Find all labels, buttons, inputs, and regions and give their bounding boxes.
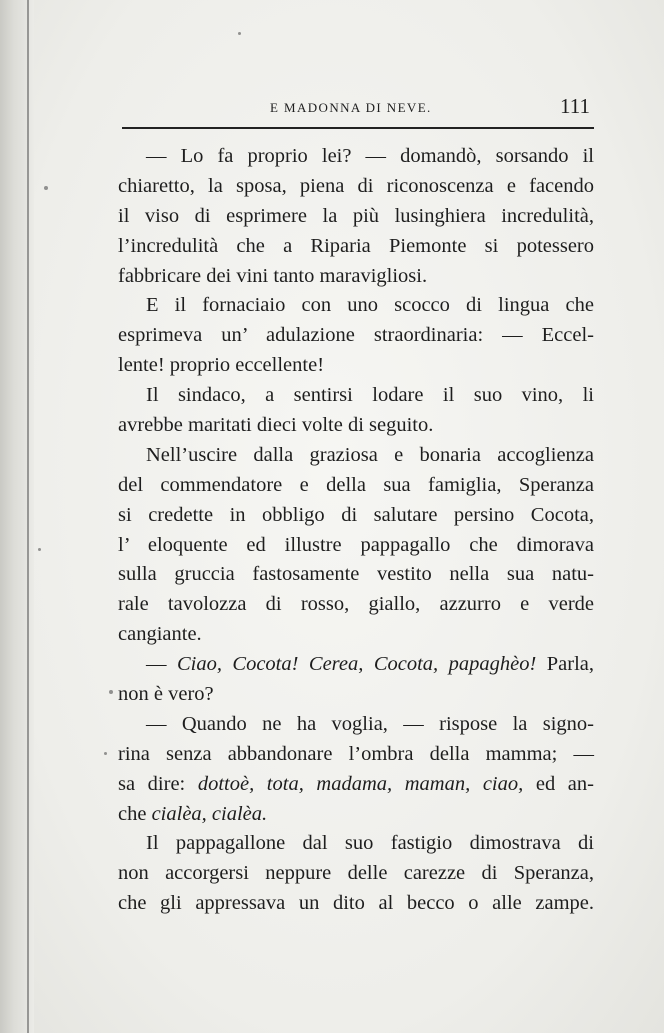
page-header xyxy=(120,94,596,120)
header-rule xyxy=(122,127,594,129)
text-line: che gli appressava un dito al becco o alle zampe. xyxy=(118,892,594,915)
gutter-edge-line xyxy=(27,0,29,1033)
text-line: non è vero? xyxy=(118,683,214,706)
page-number: 111 xyxy=(560,94,590,118)
italic-run: Ciao, Cocota! xyxy=(176,653,299,676)
text-line: il viso di esprimere la più lusinghiera incredulità, xyxy=(118,204,594,227)
text-line: rale tavolozza di rosso, giallo, azzurro e verde xyxy=(118,593,594,616)
paper-speck xyxy=(44,186,48,190)
text-line: — Quando ne ha voglia, — rispose la signo- xyxy=(146,712,594,735)
paper-speck xyxy=(238,32,241,35)
text-line: l’ eloquente ed illustre pappagallo che dimorava xyxy=(118,533,594,556)
text-line: rina senza abbandonare l’ombra della mamma; — xyxy=(118,742,594,765)
text-line-italic: sa dire: dottoè, tota, madama, maman, ciao, ed an- xyxy=(118,772,594,795)
text-line: si credette in obbligo di salutare persino Cocota, xyxy=(118,503,594,526)
text-line: Il pappagallone dal suo fastigio dimostrava di xyxy=(146,832,594,855)
text-line: non accorgersi neppure delle carezze di Speranza, xyxy=(118,862,594,885)
text-line: lente! proprio eccellente! xyxy=(118,354,325,377)
text-line: fabbricare dei vini tanto maravigliosi. xyxy=(118,264,428,287)
italic-run: cialèa, cialèa. xyxy=(151,802,268,825)
text-line: esprimeva un’ adulazione straordinaria: — Eccel- xyxy=(118,324,594,347)
text-line: — Lo fa proprio lei? — domandò, sorsando il xyxy=(146,145,594,167)
text-line: del commendatore e della sua famiglia, Speranza xyxy=(118,473,594,496)
paper-speck xyxy=(38,548,41,551)
text-line: sulla gruccia fastosamente vestito nella sua natu- xyxy=(118,563,594,586)
paper-speck xyxy=(109,690,113,694)
text-line-italic: che cialèa, cialèa. xyxy=(118,802,268,825)
text-line: avrebbe maritati dieci volte di seguito. xyxy=(118,414,434,437)
italic-run: dottoè, tota, madama, maman, ciao, xyxy=(197,772,524,795)
text-line: E il fornaciaio con uno scocco di lingua che xyxy=(146,294,594,317)
text-line: Il sindaco, a sentirsi lodare il suo vino, li xyxy=(146,384,594,407)
italic-run: Cerea, Cocota, papaghèo! xyxy=(308,653,537,676)
text-line: l’incredulità che a Riparia Piemonte si potessero xyxy=(118,234,594,257)
running-head: E MADONNA DI NEVE. xyxy=(270,100,432,115)
text-block xyxy=(118,142,594,919)
text-line: cangiante. xyxy=(118,623,202,646)
text-line: chiaretto, la sposa, piena di riconoscenza e facendo xyxy=(118,174,594,197)
text-line-italic: — Ciao, Cocota! Cerea, Cocota, papaghèo! Parla, xyxy=(146,653,594,676)
paper-speck xyxy=(104,752,107,755)
text-line: Nell’uscire dalla graziosa e bonaria accoglienza xyxy=(146,443,594,466)
